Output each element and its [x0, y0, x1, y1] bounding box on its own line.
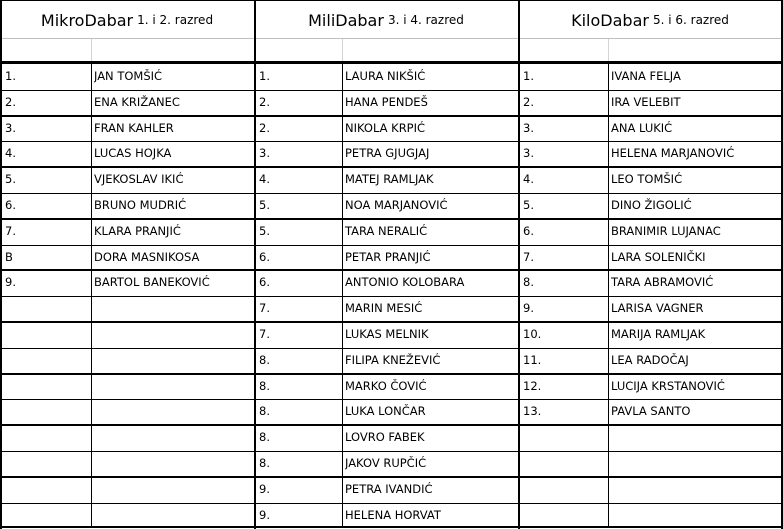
group-header [518, 0, 782, 40]
name-cell: DORA MASNIKOSA [94, 249, 200, 264]
rank-cell: 7. [259, 301, 270, 316]
name-cell: VJEKOSLAV IKIĆ [94, 172, 184, 187]
rank-cell: 8. [259, 430, 270, 445]
group-border [254, 0, 256, 529]
rank-cell: 6. [259, 275, 270, 290]
rank-cell: 1. [523, 69, 534, 83]
name-cell: ANA LUKIĆ [611, 120, 673, 135]
name-cell: HELENA MARJANOVIĆ [611, 146, 735, 161]
group-grades: 5. i 6. razred [652, 13, 729, 27]
name-cell: ENA KRIŽANEC [94, 94, 180, 109]
name-cell: IRA VELEBIT [611, 94, 681, 109]
name-cell: LARISA VAGNER [611, 301, 704, 316]
name-cell: MARIJA RAMLJAK [611, 327, 706, 341]
name-cell: DINO ŽIGOLIĆ [611, 198, 692, 212]
rank-cell: 10. [523, 327, 542, 341]
rank-cell: 13. [523, 404, 542, 419]
rank-name-divider [342, 62, 343, 528]
rank-cell: 8. [523, 275, 534, 290]
name-cell: NIKOLA KRPIĆ [345, 120, 426, 135]
name-cell: LOVRO FABEK [345, 430, 425, 445]
rank-cell: 6. [523, 223, 534, 238]
name-cell: MARKO ČOVIĆ [345, 378, 427, 393]
rank-cell: 11. [523, 352, 542, 367]
name-cell: PETAR PRANJIĆ [345, 249, 431, 264]
rank-cell: 8. [259, 404, 270, 419]
rank-cell: 3. [523, 120, 534, 135]
name-cell: NOA MARJANOVIĆ [345, 198, 448, 212]
name-cell: JAKOV RUPČIĆ [345, 456, 427, 470]
rank-cell: 2. [259, 94, 270, 109]
name-cell: MATEJ RAMLJAK [345, 172, 434, 187]
rank-cell: 5. [5, 172, 16, 187]
rank-cell: 1. [5, 69, 16, 83]
group-grades: 3. i 4. razred [387, 13, 464, 27]
rank-cell: 9. [5, 275, 16, 290]
rank-cell: 9. [523, 301, 534, 316]
name-cell: BRANIMIR LUJANAC [611, 223, 721, 238]
name-cell: MARIN MESIĆ [345, 301, 423, 316]
group-title: MiliDabar [308, 10, 384, 30]
name-cell: IVANA FELJA [611, 69, 681, 83]
rank-cell: 7. [523, 249, 534, 264]
name-cell: LUKA LONČAR [345, 404, 426, 419]
rank-cell: 5. [259, 223, 270, 238]
rank-cell: 6. [259, 249, 270, 264]
name-cell: FRAN KAHLER [94, 120, 174, 135]
name-cell: PAVLA SANTO [611, 404, 691, 419]
name-cell: KLARA PRANJIĆ [94, 223, 181, 238]
group-border [0, 0, 2, 529]
rank-cell: 3. [259, 146, 270, 161]
group-title: KiloDabar [571, 10, 649, 30]
rank-cell: 2. [259, 120, 270, 135]
group-title: MikroDabar [40, 10, 134, 30]
name-cell: PETRA IVANDIĆ [345, 481, 433, 496]
name-cell: BARTOL BANEKOVIĆ [94, 275, 210, 290]
rank-cell: 12. [523, 378, 542, 393]
rank-cell: 2. [523, 94, 534, 109]
name-cell: LUKAS MELNIK [345, 327, 429, 341]
rank-cell: 4. [5, 146, 16, 161]
spacer-cell-divider [342, 39, 343, 61]
name-cell: LEO TOMŠIĆ [611, 172, 683, 187]
name-cell: LUCIJA KRSTANOVIĆ [611, 378, 725, 393]
rank-cell: 8. [259, 352, 270, 367]
rank-cell: 6. [5, 198, 16, 212]
name-cell: LEA RADOČAJ [611, 352, 689, 367]
name-cell: HANA PENDEŠ [345, 94, 428, 109]
rank-cell: 2. [5, 94, 16, 109]
rank-cell: B [5, 249, 13, 264]
rank-cell: 7. [5, 223, 16, 238]
rank-cell: 9. [259, 507, 270, 522]
rank-cell: 4. [259, 172, 270, 187]
rank-cell: 7. [259, 327, 270, 341]
rank-cell: 1. [259, 69, 270, 83]
name-cell: HELENA HORVAT [345, 507, 441, 522]
name-cell: LUCAS HOJKA [94, 146, 172, 161]
group-header [254, 0, 518, 40]
group-grades: 1. i 2. razred [137, 13, 214, 27]
rank-cell: 9. [259, 481, 270, 496]
rank-cell: 8. [259, 456, 270, 470]
group-header [0, 0, 254, 40]
rank-cell: 3. [523, 146, 534, 161]
rank-name-divider [608, 62, 609, 528]
rank-cell: 3. [5, 120, 16, 135]
name-cell: BRUNO MUDRIĆ [94, 198, 187, 212]
name-cell: TARA NERALIĆ [345, 223, 428, 238]
name-cell: PETRA GJUGJAJ [345, 146, 430, 161]
spacer-cell-divider [608, 39, 609, 61]
rank-cell: 4. [523, 172, 534, 187]
name-cell: TARA ABRAMOVIĆ [611, 275, 714, 290]
rank-name-divider [91, 62, 92, 528]
rank-cell: 5. [259, 198, 270, 212]
name-cell: JAN TOMŠIĆ [94, 69, 163, 83]
name-cell: ANTONIO KOLOBARA [345, 275, 465, 290]
name-cell: LAURA NIKŠIĆ [345, 69, 426, 83]
spacer-cell-divider [91, 39, 92, 61]
name-cell: FILIPA KNEŽEVIĆ [345, 352, 441, 367]
rank-cell: 5. [523, 198, 534, 212]
group-border [518, 0, 520, 529]
rank-cell: 8. [259, 378, 270, 393]
name-cell: LARA SOLENIČKI [611, 249, 706, 264]
